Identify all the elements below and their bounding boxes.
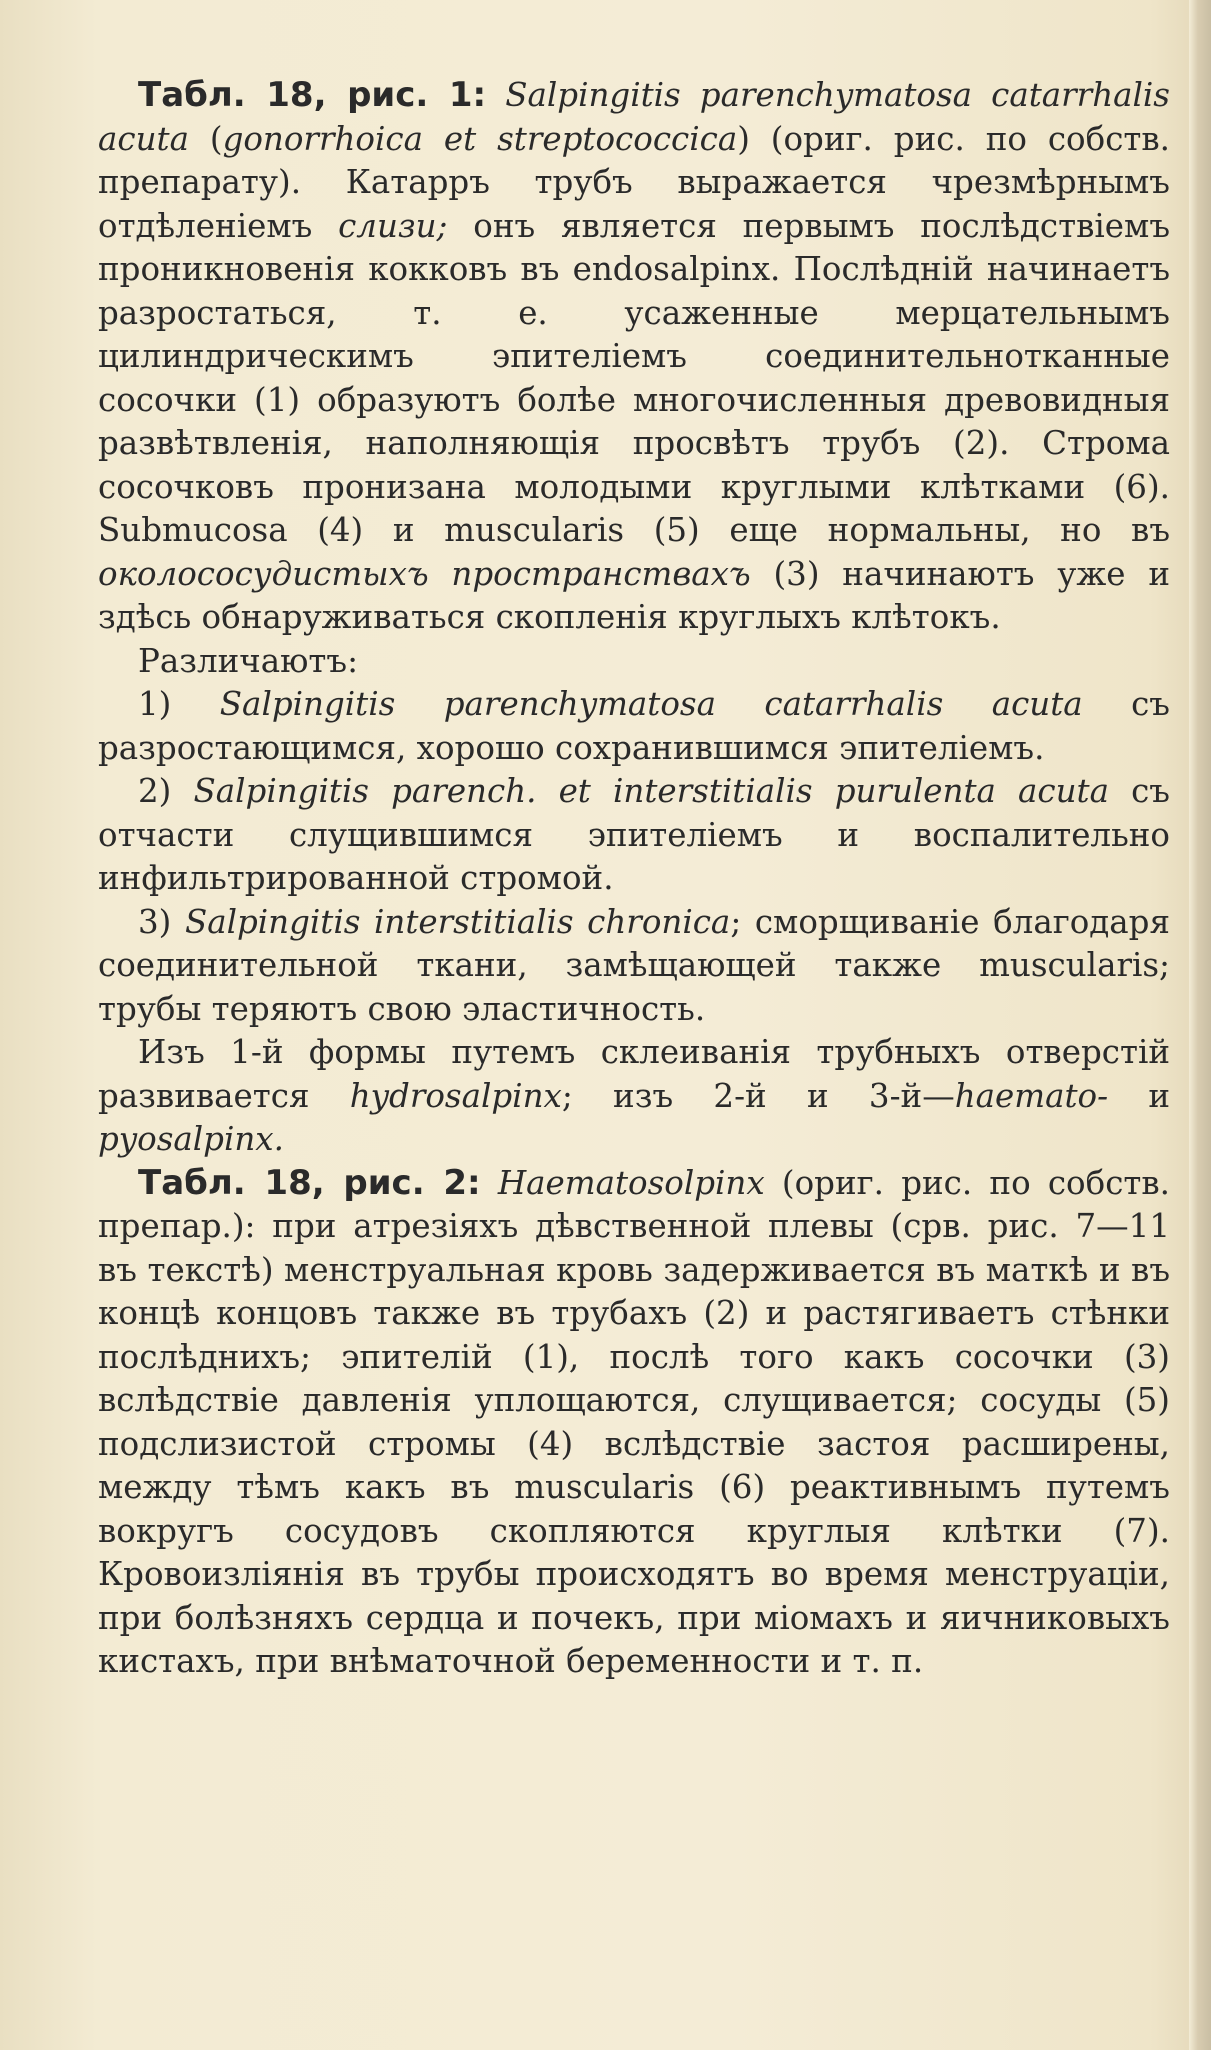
- term: Salpingitis interstitialis chronica: [184, 902, 731, 941]
- page-edge: [1189, 0, 1211, 2050]
- text-run: и: [1108, 1076, 1171, 1115]
- text-run: ; сморщиваніе благодаря соединительной ткани, замѣщающей также muscularis; трубы теряютъ свою эластичность.: [98, 902, 1170, 1028]
- paragraph-distinguish: [98, 640, 1170, 684]
- paragraph-forms: [98, 1031, 1170, 1162]
- text-run: онъ является первымъ послѣдствіемъ проникновенія кокковъ въ endosalpinx. Послѣдній начинаетъ разростаться, т. е. усаженные мерцательнымъ цилиндрическимъ эпителіемъ соединительнотканные сосочки (1) образуютъ болѣе многочисленныя древовидныя развѣтвленія, наполняющія просвѣтъ трубъ (2). Строма сосочковъ пронизана молодыми круглыми клѣтками (6). Submucosa (4) и muscularis (5) еще нормальны, но въ: [98, 206, 1170, 549]
- text-block: [98, 74, 1170, 1684]
- text-run: (3) начинаютъ уже и здѣсь обнаруживаться скопленія круглыхъ клѣтокъ.: [98, 554, 1170, 636]
- list-item-2: [98, 770, 1170, 901]
- term: Salpingitis parench. et interstitialis purulenta acuta: [193, 772, 1109, 810]
- list-number: 1): [138, 685, 220, 723]
- heading-table18-fig2: Табл. 18, рис. 2:: [138, 1162, 481, 1203]
- paragraph-fig1: [98, 74, 1170, 640]
- text-run: ) (ориг. рис. по собств. препарату). Катарръ трубъ выражается чрезмѣрнымъ отдѣленіемъ: [98, 119, 1171, 245]
- heading-table18-fig1: Табл. 18, рис. 1:: [138, 75, 487, 115]
- term-haematosalpinx: Haematosolpinx: [497, 1163, 765, 1202]
- text-run: Изъ 1-й формы путемъ склеиванія трубныхъ отверстій развивается: [98, 1033, 1170, 1115]
- term-gonorrhoica: gonorrhoica et streptococcica: [222, 119, 738, 158]
- term-salpingitis: Salpingitis parenchymatosa catarrhalis acuta: [98, 76, 1170, 158]
- term-mucus: слизи;: [338, 206, 448, 245]
- term: Salpingitis parenchymatosa catarrhalis acuta: [219, 685, 1083, 723]
- text-run: Различаютъ:: [138, 641, 359, 680]
- list-number: 3): [138, 902, 185, 941]
- text-run: (ориг. рис. по собств. препар.): при атрезіяхъ дѣвственной плевы (срв. рис. 7—11 въ текстѣ) менструальная кровь задерживается въ маткѣ и въ концѣ концовъ также въ трубахъ (2) и растягиваетъ стѣнки послѣднихъ; эпителій (1), послѣ того какъ сосочки (3) вслѣдствіе давленія уплощаются, слущивается; сосуды (5) подслизистой стромы (4) вслѣдствіе застоя расширены, между тѣмъ какъ въ muscularis (6) реактивнымъ путемъ вокругъ сосудовъ скопляются круглыя клѣтки (7). Кровоизліянія въ трубы происходятъ во время менструаціи, при болѣзняхъ сердца и почекъ, при міомахъ и яичниковыхъ кистахъ, при внѣматочной беременности и т. п.: [98, 1163, 1170, 1680]
- term: hydrosalpinx: [349, 1076, 562, 1115]
- text-run: съ отчасти слущившимся эпителіемъ и воспалительно инфильтрированной стромой.: [98, 772, 1170, 897]
- term-perivascular: околососудистыхъ пространствахъ: [98, 554, 751, 593]
- list-item-1: [98, 683, 1170, 770]
- term: pyosalpinx.: [98, 1120, 284, 1158]
- list-item-3: [98, 901, 1170, 1032]
- text-run: съ разростающимся, хорошо сохранившимся эпителіемъ.: [98, 685, 1170, 767]
- paragraph-fig2: [98, 1162, 1170, 1684]
- text-run: ; изъ 2-й и 3-й—: [561, 1076, 955, 1115]
- text-run: (: [188, 119, 223, 158]
- list-number: 2): [138, 772, 194, 810]
- term: haemato-: [954, 1076, 1109, 1115]
